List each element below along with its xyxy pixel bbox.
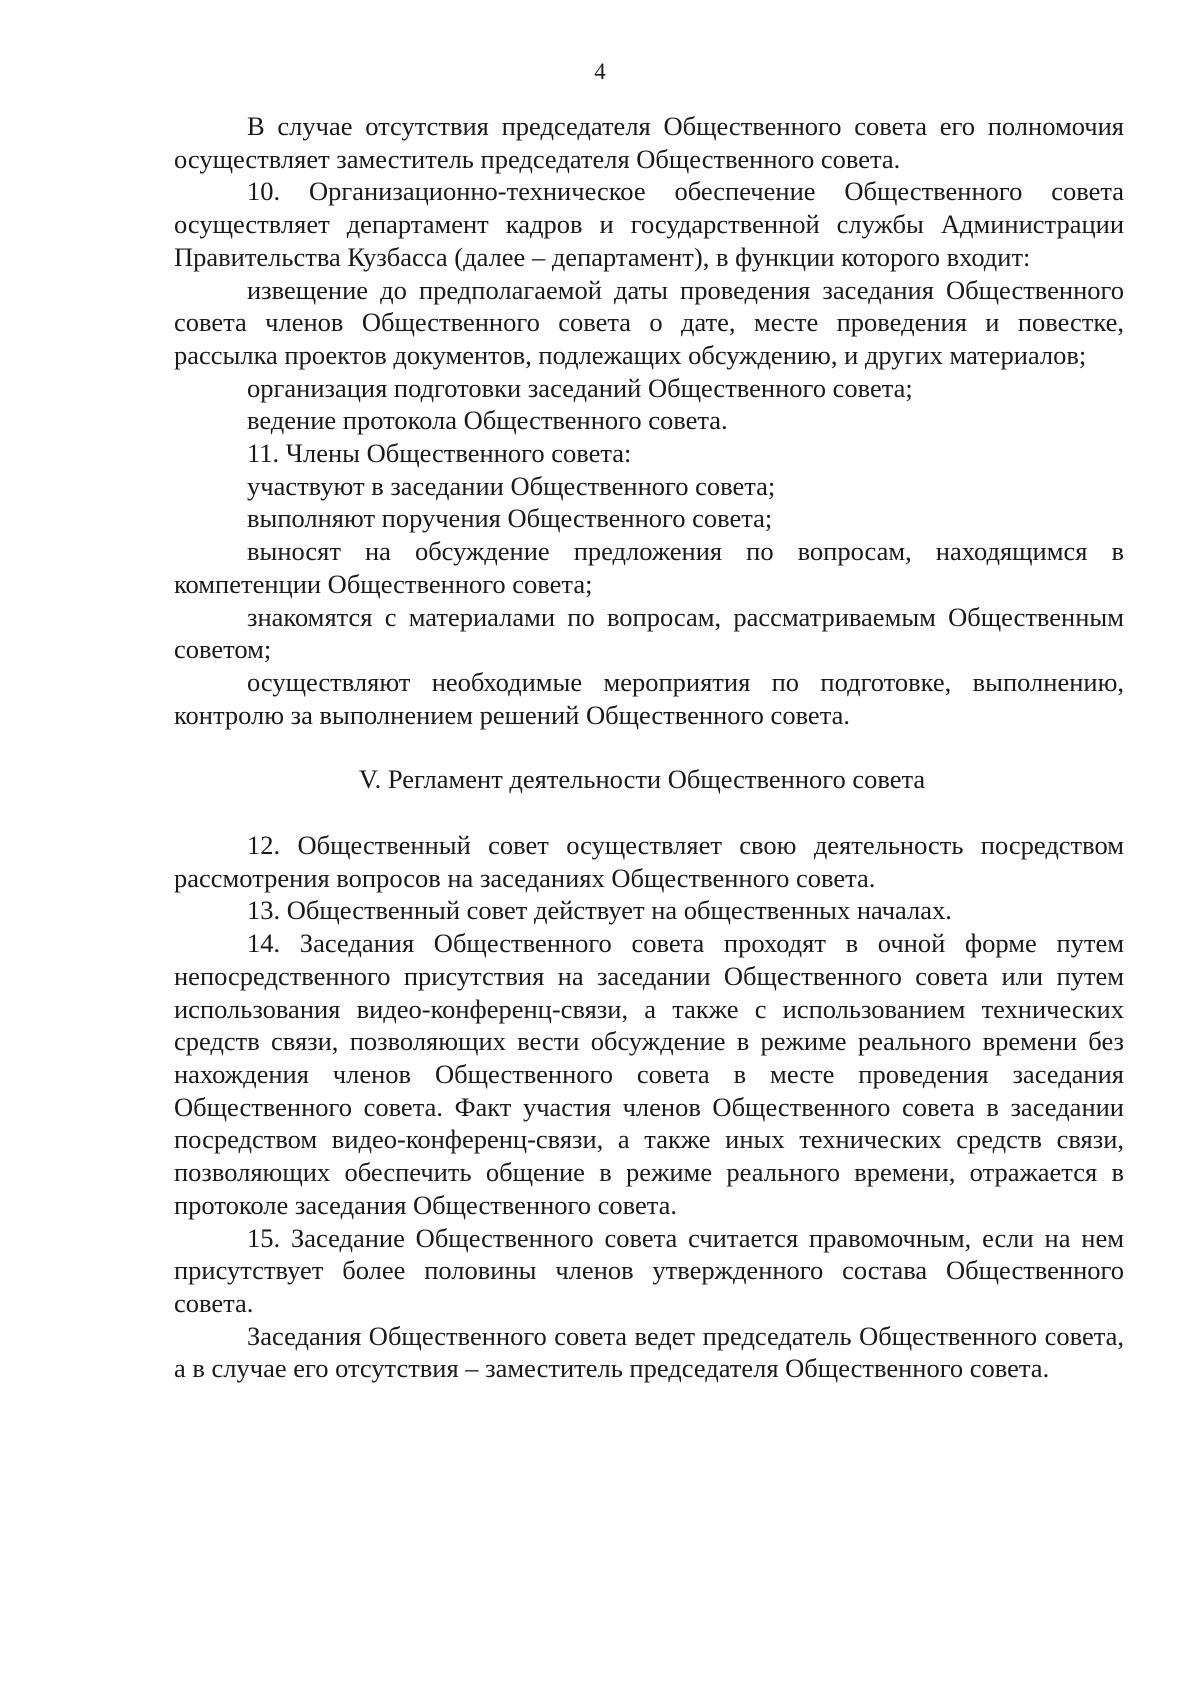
paragraph-item-10: 10. Организационно-техническое обеспечение Общественного совета осуществляет департамент кадров и государственной службы Администрации Правительства Кузбасса (далее – департамент), в функции которого входит: [174, 176, 1124, 272]
paragraph-item-12: 12. Общественный совет осуществляет свою деятельность посредством рассмотрения вопросов на заседаниях Общественного совета. [174, 830, 1124, 893]
paragraph-fulfil-instructions: выполняют поручения Общественного совета; [247, 503, 773, 534]
paragraph-review-materials: знакомятся с материалами по вопросам, рассматриваемым Общественным советом; [174, 601, 1124, 665]
paragraph-chairman-absence: В случае отсутствия председателя Общественного совета его полномочия осуществляет заместитель председателя Общественного совета. [174, 111, 1124, 174]
paragraph-item-13: 13. Общественный совет действует на общественных началах. [247, 895, 952, 926]
paragraph-item-14: 14. Заседания Общественного совета проходят в очной форме путем непосредственного присутствия на заседании Общественного совета или путем использования видео-конференц-связи, а также с использованием технических средств связи, позволяющих вести обсуждение в режиме реального времени без нахождения членов Общественного совета в месте проведения заседания Общественного совета. Факт участия членов Общественного совета в заседании посредством видео-конференц-связи, а также иных технических средств связи, позволяющих обеспечить общение в режиме реального времени, отражается в протоколе заседания Общественного совета. [174, 928, 1124, 1220]
paragraph-propose: выносят на обсуждение предложения по вопросам, находящимся в компетенции Общественного совета; [174, 536, 1124, 599]
paragraph-meeting-preparation: организация подготовки заседаний Общественного совета; [247, 372, 913, 403]
paragraph-item-11: 11. Члены Общественного совета: [247, 438, 632, 469]
paragraph-minutes: ведение протокола Общественного совета. [247, 405, 728, 436]
page-number: 4 [594, 59, 606, 84]
paragraph-meeting-chair: Заседания Общественного совета ведет председатель Общественного совета, а в случае его отсутствия – заместитель председателя Общественного совета. [174, 1320, 1124, 1384]
paragraph-item-15: 15. Заседание Общественного совета считается правомочным, если на нем присутствует более половины членов утвержденного состава Общественного совета. [174, 1222, 1124, 1318]
document-body [174, 110, 1124, 1385]
section-heading: V. Регламент деятельности Общественного совета [358, 764, 926, 795]
paragraph-notification: извещение до предполагаемой даты проведения заседания Общественного совета членов Общественного совета о дате, месте проведения и повестке, рассылка проектов документов, подлежащих обсуждению, и других материалов; [174, 274, 1124, 370]
paragraph-participate: участвуют в заседании Общественного совета; [247, 470, 776, 501]
paragraph-implement-measures: осуществляют необходимые мероприятия по подготовке, выполнению, контролю за выполнением решений Общественного совета. [174, 666, 1124, 730]
